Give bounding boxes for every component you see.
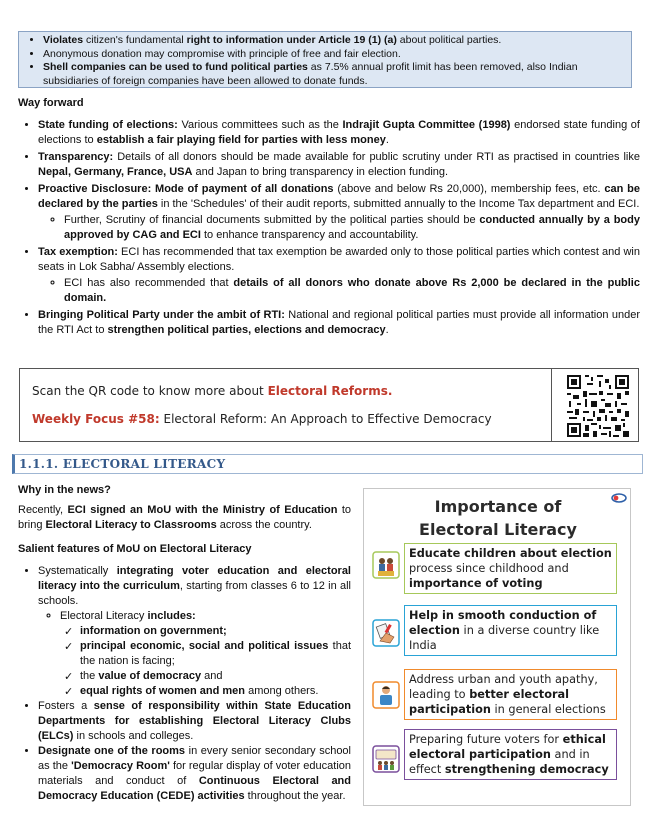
check-item: ✓ information on government; [80, 624, 351, 639]
sub-list-item: ◦ ECI has also recommended that details of all donors who donate above Rs 2,000 be declared in the public domain. [64, 276, 640, 306]
issue-item: • Violates citizen's fundamental right to information under Article 19 (1) (a) about political parties. [43, 34, 625, 48]
card-future-voters: Preparing future voters for ethical electoral participation and in effect strengthening democracy [404, 729, 617, 780]
list-item: • Systematically integrating voter education and electoral literacy into the curriculum, starting from classes 6 to 12 in all schools. ◦ Electoral Literacy includes: ✓ information on government; ✓ principal economic, social and political issues that the nation is facing; ✓ the value of democracy and ✓ equal rights of women and men among others. [38, 564, 351, 699]
why-in-news-heading: Why in the news? [18, 484, 111, 496]
list-item: • Transparency: Details of all donors should be made available for public scrutiny under RTI as practised in countries like Nepal, Germany, France, USA and Japan to bring transparency in election funding. [38, 150, 640, 180]
qr-reference-box [19, 368, 639, 442]
youth-voter-icon [372, 681, 400, 709]
sub-list-item: ◦ Electoral Literacy includes: ✓ information on government; ✓ principal economic, social and political issues that the nation is facing; ✓ the value of democracy and ✓ equal rights of women and men among others. [60, 609, 351, 699]
salient-features-list [18, 564, 351, 804]
divider [551, 369, 552, 441]
card-urban-youth-apathy: Address urban and youth apathy, leading to better electoral participation in general elections [404, 669, 617, 720]
salient-features-heading: Salient features of MoU on Electoral Literacy [18, 543, 252, 555]
way-forward-heading: Way forward [18, 97, 84, 109]
issues-box [18, 31, 632, 88]
check-item: ✓ principal economic, social and political issues that the nation is facing; [80, 639, 351, 669]
list-item: • State funding of elections: Various committees such as the Indrajit Gupta Committee (1998) endorsed state funding of elections to establish a fair playing field for parties with less money. [38, 118, 640, 148]
qr-code-icon[interactable] [565, 373, 631, 439]
list-item: • Tax exemption: ECI has recommended that tax exemption be awarded only to those political parties which contest and win seats in Lok Sabha/ Assembly elections. ◦ ECI has also recommended that details of all donors who donate above Rs 2,000 be declared in the public domain. [38, 245, 640, 306]
importance-infographic [363, 488, 631, 806]
sub-list-item: ◦ Further, Scrutiny of financial documents submitted by the political parties should be conducted annually by a body approved by CAG and ECI to enhance transparency and accountability. [64, 213, 640, 243]
ballot-hand-icon [372, 619, 400, 647]
qr-caption: Scan the QR code to know more about Electoral Reforms. [32, 384, 393, 398]
way-forward-list [18, 118, 640, 340]
weekly-focus-link[interactable]: Weekly Focus #58: Electoral Reform: An Approach to Effective Democracy [32, 412, 492, 426]
infographic-title: Importance of Electoral Literacy [419, 497, 577, 539]
section-heading: 1.1.1. ELECTORAL LITERACY [12, 454, 643, 474]
check-item: ✓ the value of democracy and [80, 669, 351, 684]
list-item: • Bringing Political Party under the ambit of RTI: National and regional political parties must provide all information under the RTI Act to strengthen political parties, elections and democracy. [38, 308, 640, 338]
list-item: • Proactive Disclosure: Mode of payment of all donations (above and below Rs 20,000), membership fees, etc. can be declared by the parties in the 'Schedules' of their audit reports, submitted annually to the Income Tax department and ECI. ◦ Further, Scrutiny of financial documents submitted by the political parties should be conducted annually by a body approved by CAG and ECI to enhance transparency and accountability. [38, 182, 640, 243]
issue-item: • Shell companies can be used to fund political parties as 7.5% annual profit limit has been removed, also Indian subsidiaries of foreign companies have been allowed to donate funds. [43, 61, 625, 88]
list-item: • Fosters a sense of responsibility within State Education Departments for establishing Electoral Literacy Clubs (ELCs) in schools and colleges. [38, 699, 351, 744]
news-paragraph: Recently, ECI signed an MoU with the Ministry of Education to bring Electoral Literacy to Classrooms across the country. [18, 504, 352, 531]
future-voters-icon [372, 745, 400, 773]
voters-icon [372, 551, 400, 579]
issue-item: • Anonymous donation may compromise with principle of free and fair election. [43, 48, 625, 62]
card-educate-children: Educate children about election process since childhood and importance of voting [404, 543, 617, 594]
check-item: ✓ equal rights of women and men among others. [80, 684, 351, 699]
card-smooth-conduction: Help in smooth conduction of election in a diverse country like India [404, 605, 617, 656]
list-item: • Designate one of the rooms in every senior secondary school as the 'Democracy Room' for regular display of voter education materials and conduct of Continuous Electoral and Democracy Education (CEDE) activities throughout the year. [38, 744, 351, 804]
